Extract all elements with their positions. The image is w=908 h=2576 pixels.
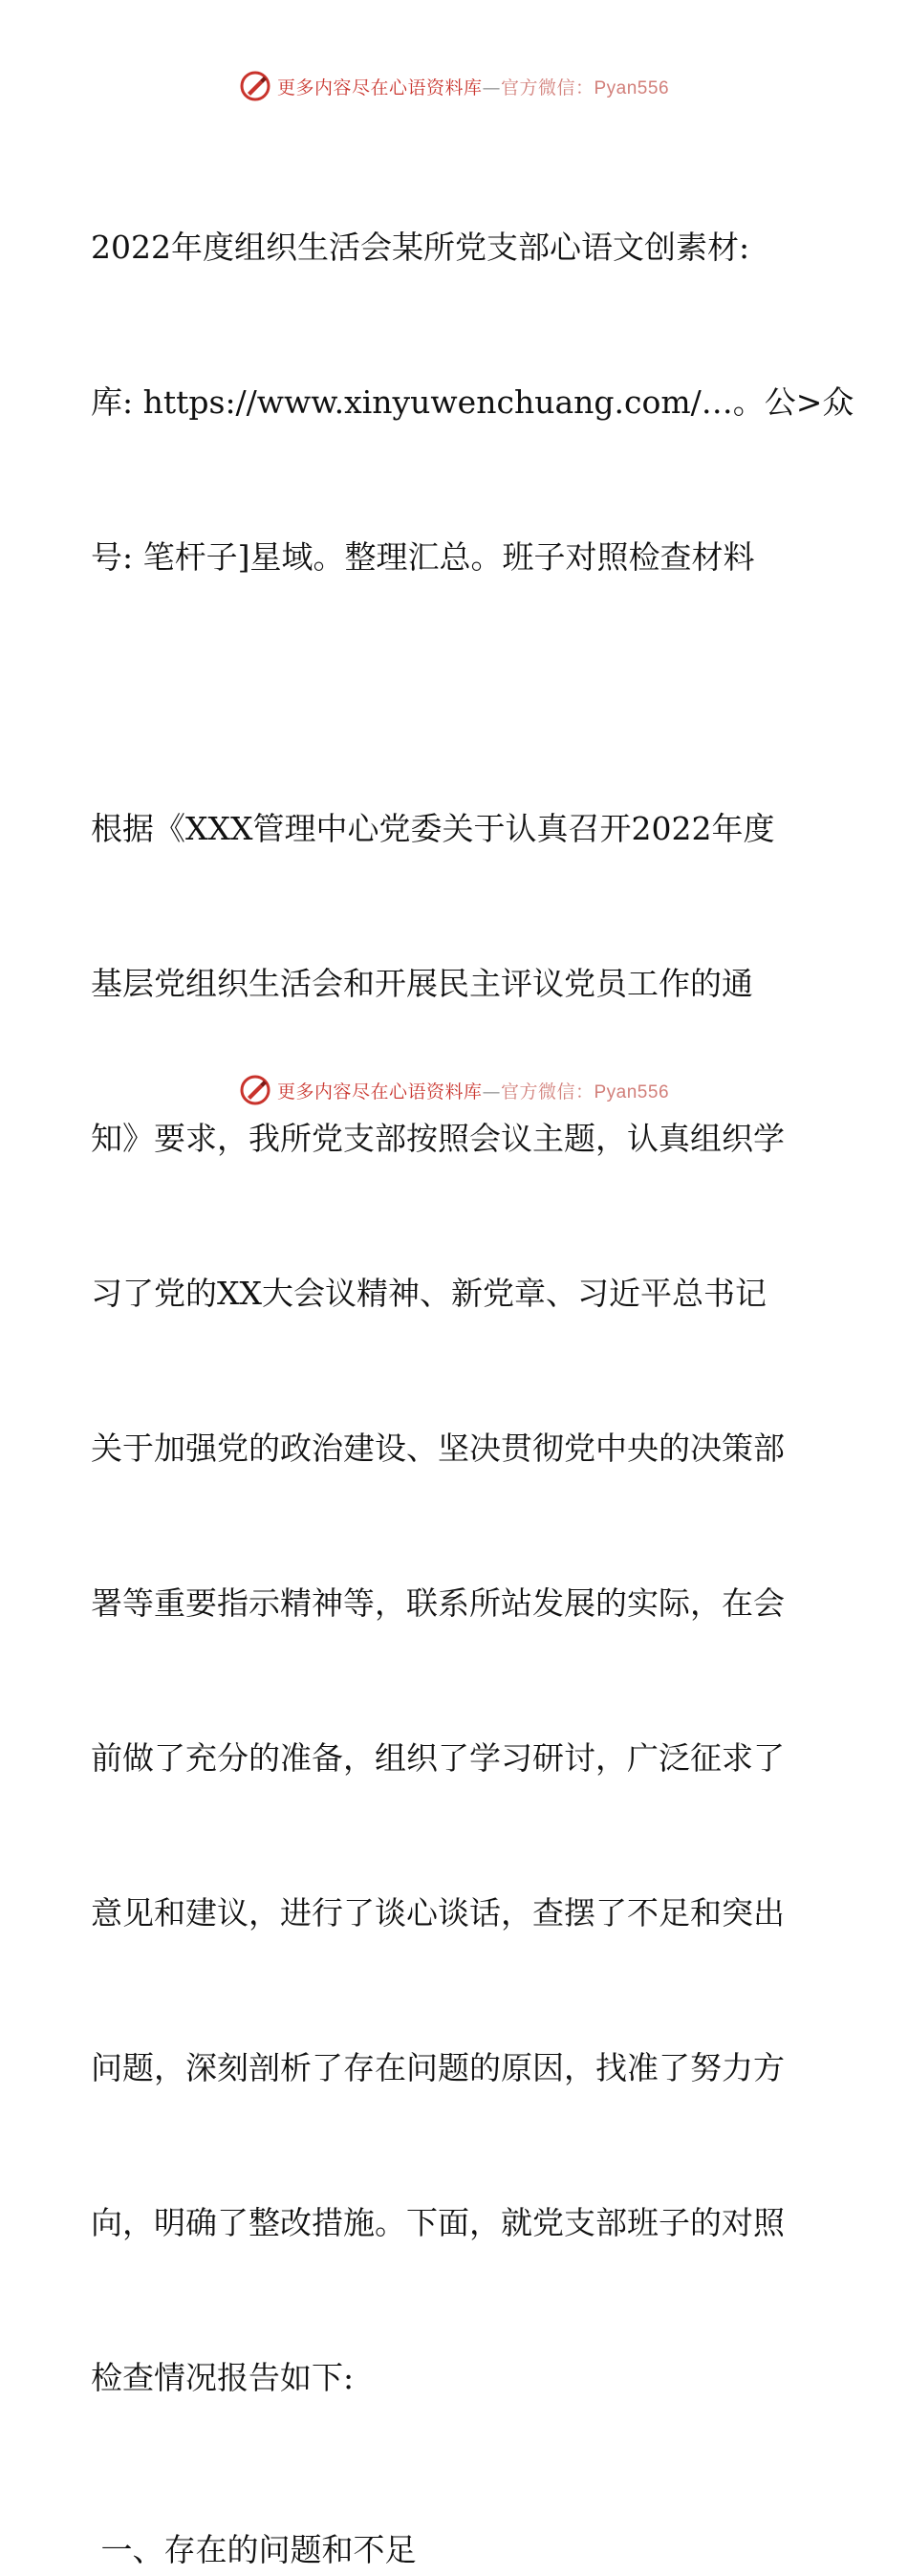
watermark-text: 更多内容尽在心语资料库—官方微信：Pyan556 — [276, 1081, 670, 1102]
body-line: 检查情况报告如下: — [91, 2359, 355, 2396]
body-line: 问题，深刻剖析了存在问题的原因，找准了努力方 — [91, 2049, 785, 2086]
section-heading: 一、存在的问题和不足 — [91, 2531, 417, 2568]
body-paragraph — [91, 700, 822, 2507]
body-line: 习了党的XX大会议精神、新党章、习近平总书记 — [91, 1275, 767, 1312]
pen-logo-icon — [239, 70, 271, 102]
document-title — [91, 119, 854, 687]
header-watermark-banner — [0, 67, 908, 105]
body-line: 关于加强党的政治建设、坚决贯彻党中央的决策部 — [91, 1430, 785, 1467]
body-line: 前做了充分的准备，组织了学习研讨，广泛征求了 — [91, 1739, 785, 1777]
body-line: 基层党组织生活会和开展民主评议党员工作的通 — [91, 965, 753, 1002]
body-line: 署等重要指示精神等，联系所站发展的实际，在会 — [91, 1584, 785, 1622]
title-line: 库: https://www.xinyuwenchuang.com/…。公>众 — [91, 383, 854, 421]
body-line: 意见和建议，进行了谈心谈话，查摆了不足和突出 — [91, 1894, 785, 1932]
title-line: 2022年度组织生活会某所党支部心语文创素材: — [91, 229, 750, 266]
body-line: 知》要求，我所党支部按照会议主题，认真组织学 — [91, 1120, 785, 1157]
footer-watermark-banner — [0, 1071, 908, 1109]
body-line: 向，明确了整改措施。下面，就党支部班子的对照 — [91, 2204, 785, 2241]
pen-logo-icon — [239, 1074, 271, 1106]
body-line: 根据《XXX管理中心党委关于认真召开2022年度 — [91, 810, 775, 847]
watermark-text: 更多内容尽在心语资料库—官方微信：Pyan556 — [276, 76, 670, 98]
title-line: 号: 笔杆子]星域。整理汇总。班子对照检查材料 — [91, 538, 755, 576]
document-body — [91, 119, 854, 2576]
